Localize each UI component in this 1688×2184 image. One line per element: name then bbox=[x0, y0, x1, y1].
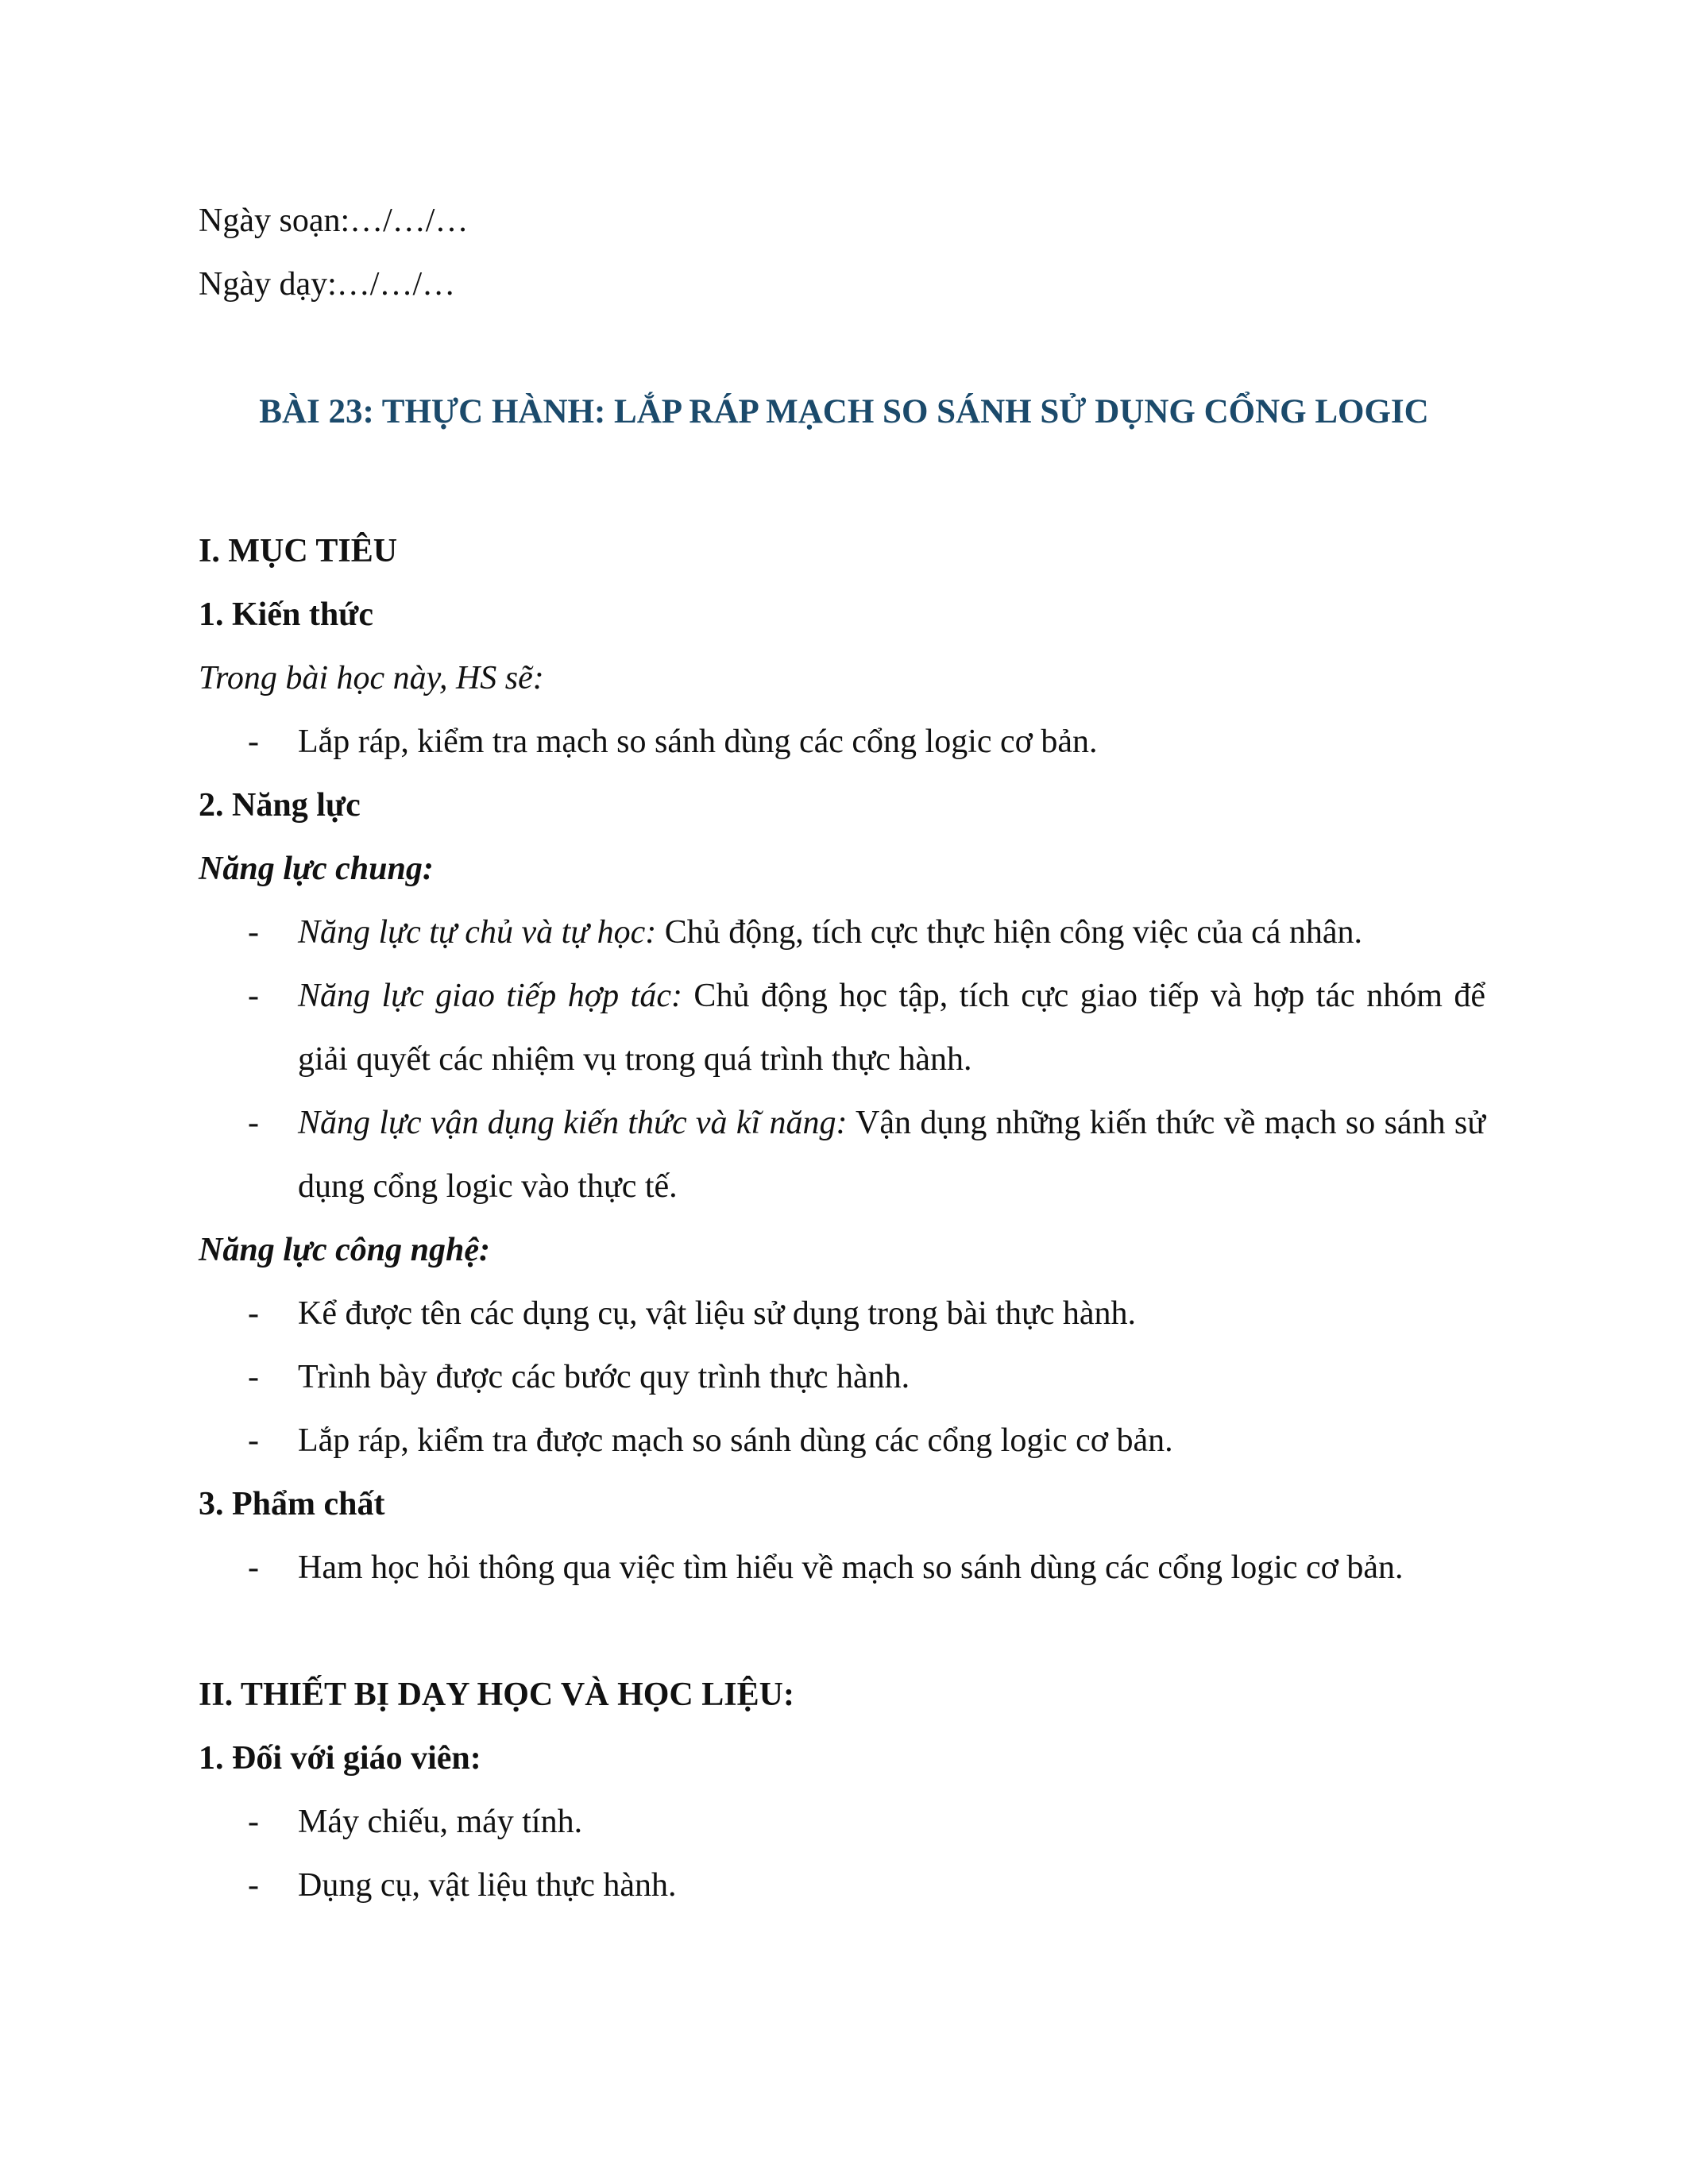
lesson-title: BÀI 23: THỰC HÀNH: LẮP RÁP MẠCH SO SÁNH SỬ DỤNG CỔNG LOGIC bbox=[259, 393, 1429, 430]
bullet-dash: - bbox=[248, 978, 259, 1014]
section-1-heading: I. MỤC TIÊU bbox=[199, 533, 398, 569]
list-item-text bbox=[298, 901, 1485, 964]
tech-competence-heading: Năng lực công nghệ: bbox=[199, 1232, 491, 1268]
competence-description: Vận dụng những kiến thức về mạch so sánh sử dụng cổng logic vào thực tế. bbox=[298, 1105, 1485, 1205]
competence-description: Chủ động, tích cực thực hiện công việc của cá nhân. bbox=[656, 914, 1363, 951]
bullet-dash: - bbox=[248, 1549, 259, 1586]
list-item-text bbox=[298, 964, 1485, 1091]
list-item-text: Lắp ráp, kiểm tra được mạch so sánh dùng các cổng logic cơ bản. bbox=[298, 1422, 1173, 1459]
qualities-heading: 3. Phẩm chất bbox=[199, 1486, 385, 1522]
date-prepared: Ngày soạn:…/…/… bbox=[199, 203, 469, 239]
bullet-dash: - bbox=[248, 1422, 259, 1459]
general-competence-heading: Năng lực chung: bbox=[199, 851, 434, 887]
teacher-heading: 1. Đối với giáo viên: bbox=[199, 1740, 481, 1777]
bullet-dash: - bbox=[248, 1359, 259, 1395]
bullet-dash: - bbox=[248, 1295, 259, 1332]
list-item-text: Lắp ráp, kiểm tra mạch so sánh dùng các cổng logic cơ bản. bbox=[298, 723, 1098, 760]
bullet-dash: - bbox=[248, 914, 259, 951]
list-item-text: Ham học hỏi thông qua việc tìm hiểu về mạch so sánh dùng các cổng logic cơ bản. bbox=[298, 1549, 1404, 1586]
bullet-dash: - bbox=[248, 1804, 259, 1840]
list-item-text: Trình bày được các bước quy trình thực hành. bbox=[298, 1359, 910, 1395]
competence-label: Năng lực tự chủ và tự học: bbox=[298, 914, 657, 951]
knowledge-intro: Trong bài học này, HS sẽ: bbox=[199, 660, 544, 696]
bullet-dash: - bbox=[248, 1105, 259, 1141]
bullet-dash: - bbox=[248, 723, 259, 760]
list-item-text: Máy chiếu, máy tính. bbox=[298, 1804, 583, 1840]
list-item-text bbox=[298, 1091, 1485, 1218]
list-item-text: Dụng cụ, vật liệu thực hành. bbox=[298, 1867, 677, 1904]
competence-label: Năng lực giao tiếp hợp tác: bbox=[298, 978, 682, 1014]
competence-label: Năng lực vận dụng kiến thức và kĩ năng: bbox=[298, 1105, 848, 1141]
knowledge-heading: 1. Kiến thức bbox=[199, 596, 374, 633]
competence-description: Chủ động học tập, tích cực giao tiếp và hợp tác nhóm để giải quyết các nhiệm vụ trong quá trình thực hành. bbox=[298, 978, 1485, 1078]
competence-heading: 2. Năng lực bbox=[199, 787, 361, 824]
section-2-heading: II. THIẾT BỊ DẠY HỌC VÀ HỌC LIỆU: bbox=[199, 1677, 794, 1713]
list-item-text: Kể được tên các dụng cụ, vật liệu sử dụng trong bài thực hành. bbox=[298, 1295, 1137, 1332]
bullet-dash: - bbox=[248, 1867, 259, 1904]
date-taught: Ngày dạy:…/…/… bbox=[199, 266, 456, 303]
